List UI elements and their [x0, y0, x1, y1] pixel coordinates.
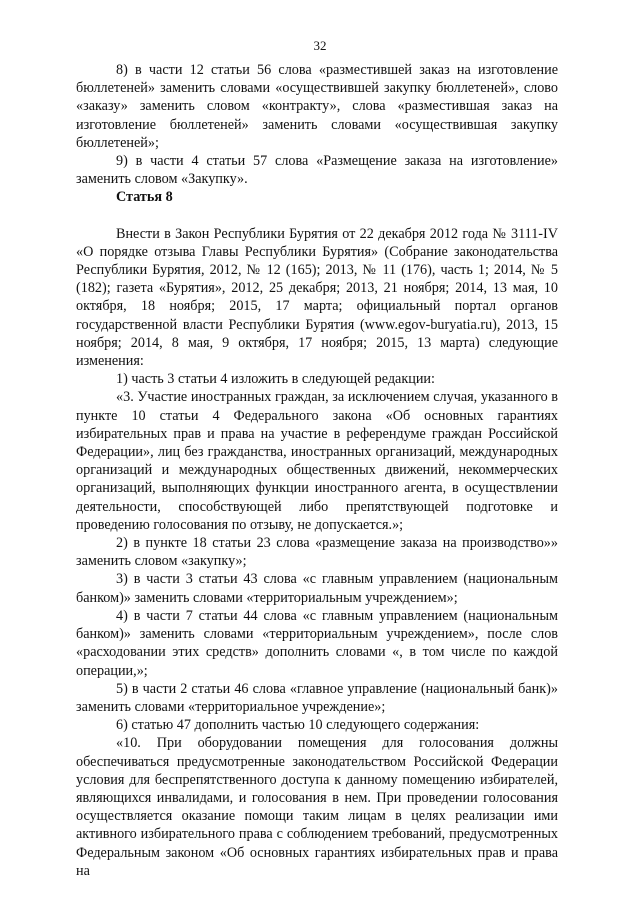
paragraph-item6-text: «10. При оборудовании помещения для голосования должны обеспечиваться предусмотренные законодательством Российской Федерации условия для беспрепятственного доступа к данному помещению избирателей, являющихся инвалидами, и голосования в нем. При проведении голосования осуществляется оказание помощи таким лицам в целях реализации ими активного избирательного права с соблюдением требований, предусмотренных Федеральным законом «Об основных гарантиях избирательных прав и права на [76, 735, 558, 879]
page-number: 32 [313, 38, 327, 53]
paragraph-article7-item8: 8) в части 12 статьи 56 слова «разместившей заказ на изготовление бюллетеней» заменить словами «осуществившей закупку бюллетеней», слово «заказу» заменить словом «контракту», слова «разместившая заказ на изготовление бюллетеней» заменить словами «осуществившая закупку бюллетеней»; [76, 62, 558, 151]
paragraph-item1-text: «3. Участие иностранных граждан, за исключением случая, указанного в пункте 10 статьи 4 Федерального закона «Об основных гарантиях избирательных прав и права на участие в референдуме граждан Российской Федерации», лиц без гражданства, иностранных организаций, международных организаций и международных общественных движений, некоммерческих организаций, выполняющих функции иностранного агента, в осуществлении деятельности, способствующей либо препятствующей подготовке и проведению голосования по отзыву, не допускается.»; [76, 389, 558, 533]
paragraph-item5: 5) в части 2 статьи 46 слова «главное управление (национальный банк)» заменить словами «территориальное учреждение»; [76, 680, 558, 715]
paragraph-item3: 3) в части 3 статьи 43 слова «с главным управлением (национальным банком)» заменить словами «территориальным учреждением»; [76, 571, 558, 606]
article-heading: Статья 8 [116, 189, 173, 206]
paragraph-item6: 6) статью 47 дополнить частью 10 следующего содержания: [116, 717, 480, 734]
spacer [76, 207, 558, 225]
paragraph-article7-item9: 9) в части 4 статьи 57 слова «Размещение заказа на изготовление» заменить словом «Закупку». [76, 153, 558, 188]
page-content [76, 61, 558, 880]
paragraph-item2: 2) в пункте 18 статьи 23 слова «размещение заказа на производство»» заменить словом «закупку»; [76, 535, 558, 570]
paragraph-item4: 4) в части 7 статьи 44 слова «с главным управлением (национальным банком)» заменить словами «территориальным учреждением», после слов «расходовании этих средств» дополнить словами «, в том числе по каждой операции,»; [76, 607, 558, 679]
paragraph-item1: 1) часть 3 статьи 4 изложить в следующей редакции: [116, 371, 435, 388]
paragraph-amendment-intro: Внести в Закон Республики Бурятия от 22 декабря 2012 года № 3111-IV «О порядке отзыва Главы Республики Бурятия» (Собрание законодательства Республики Бурятия, 2012, № 12 (165); 2013, № 11 (176), часть 1; 2014, № 5 (182); газета «Бурятия», 2012, 25 декабря; 2013, 21 ноября; 2014, 13 мая, 10 октября, 18 ноября; 2015, 17 марта; официальный портал органов государственной власти Республики Бурятия (www.egov-buryatia.ru), 2013, 15 ноября; 2014, 8 мая, 9 октября, 17 ноября; 2015, 13 марта) следующие изменения: [76, 225, 558, 370]
